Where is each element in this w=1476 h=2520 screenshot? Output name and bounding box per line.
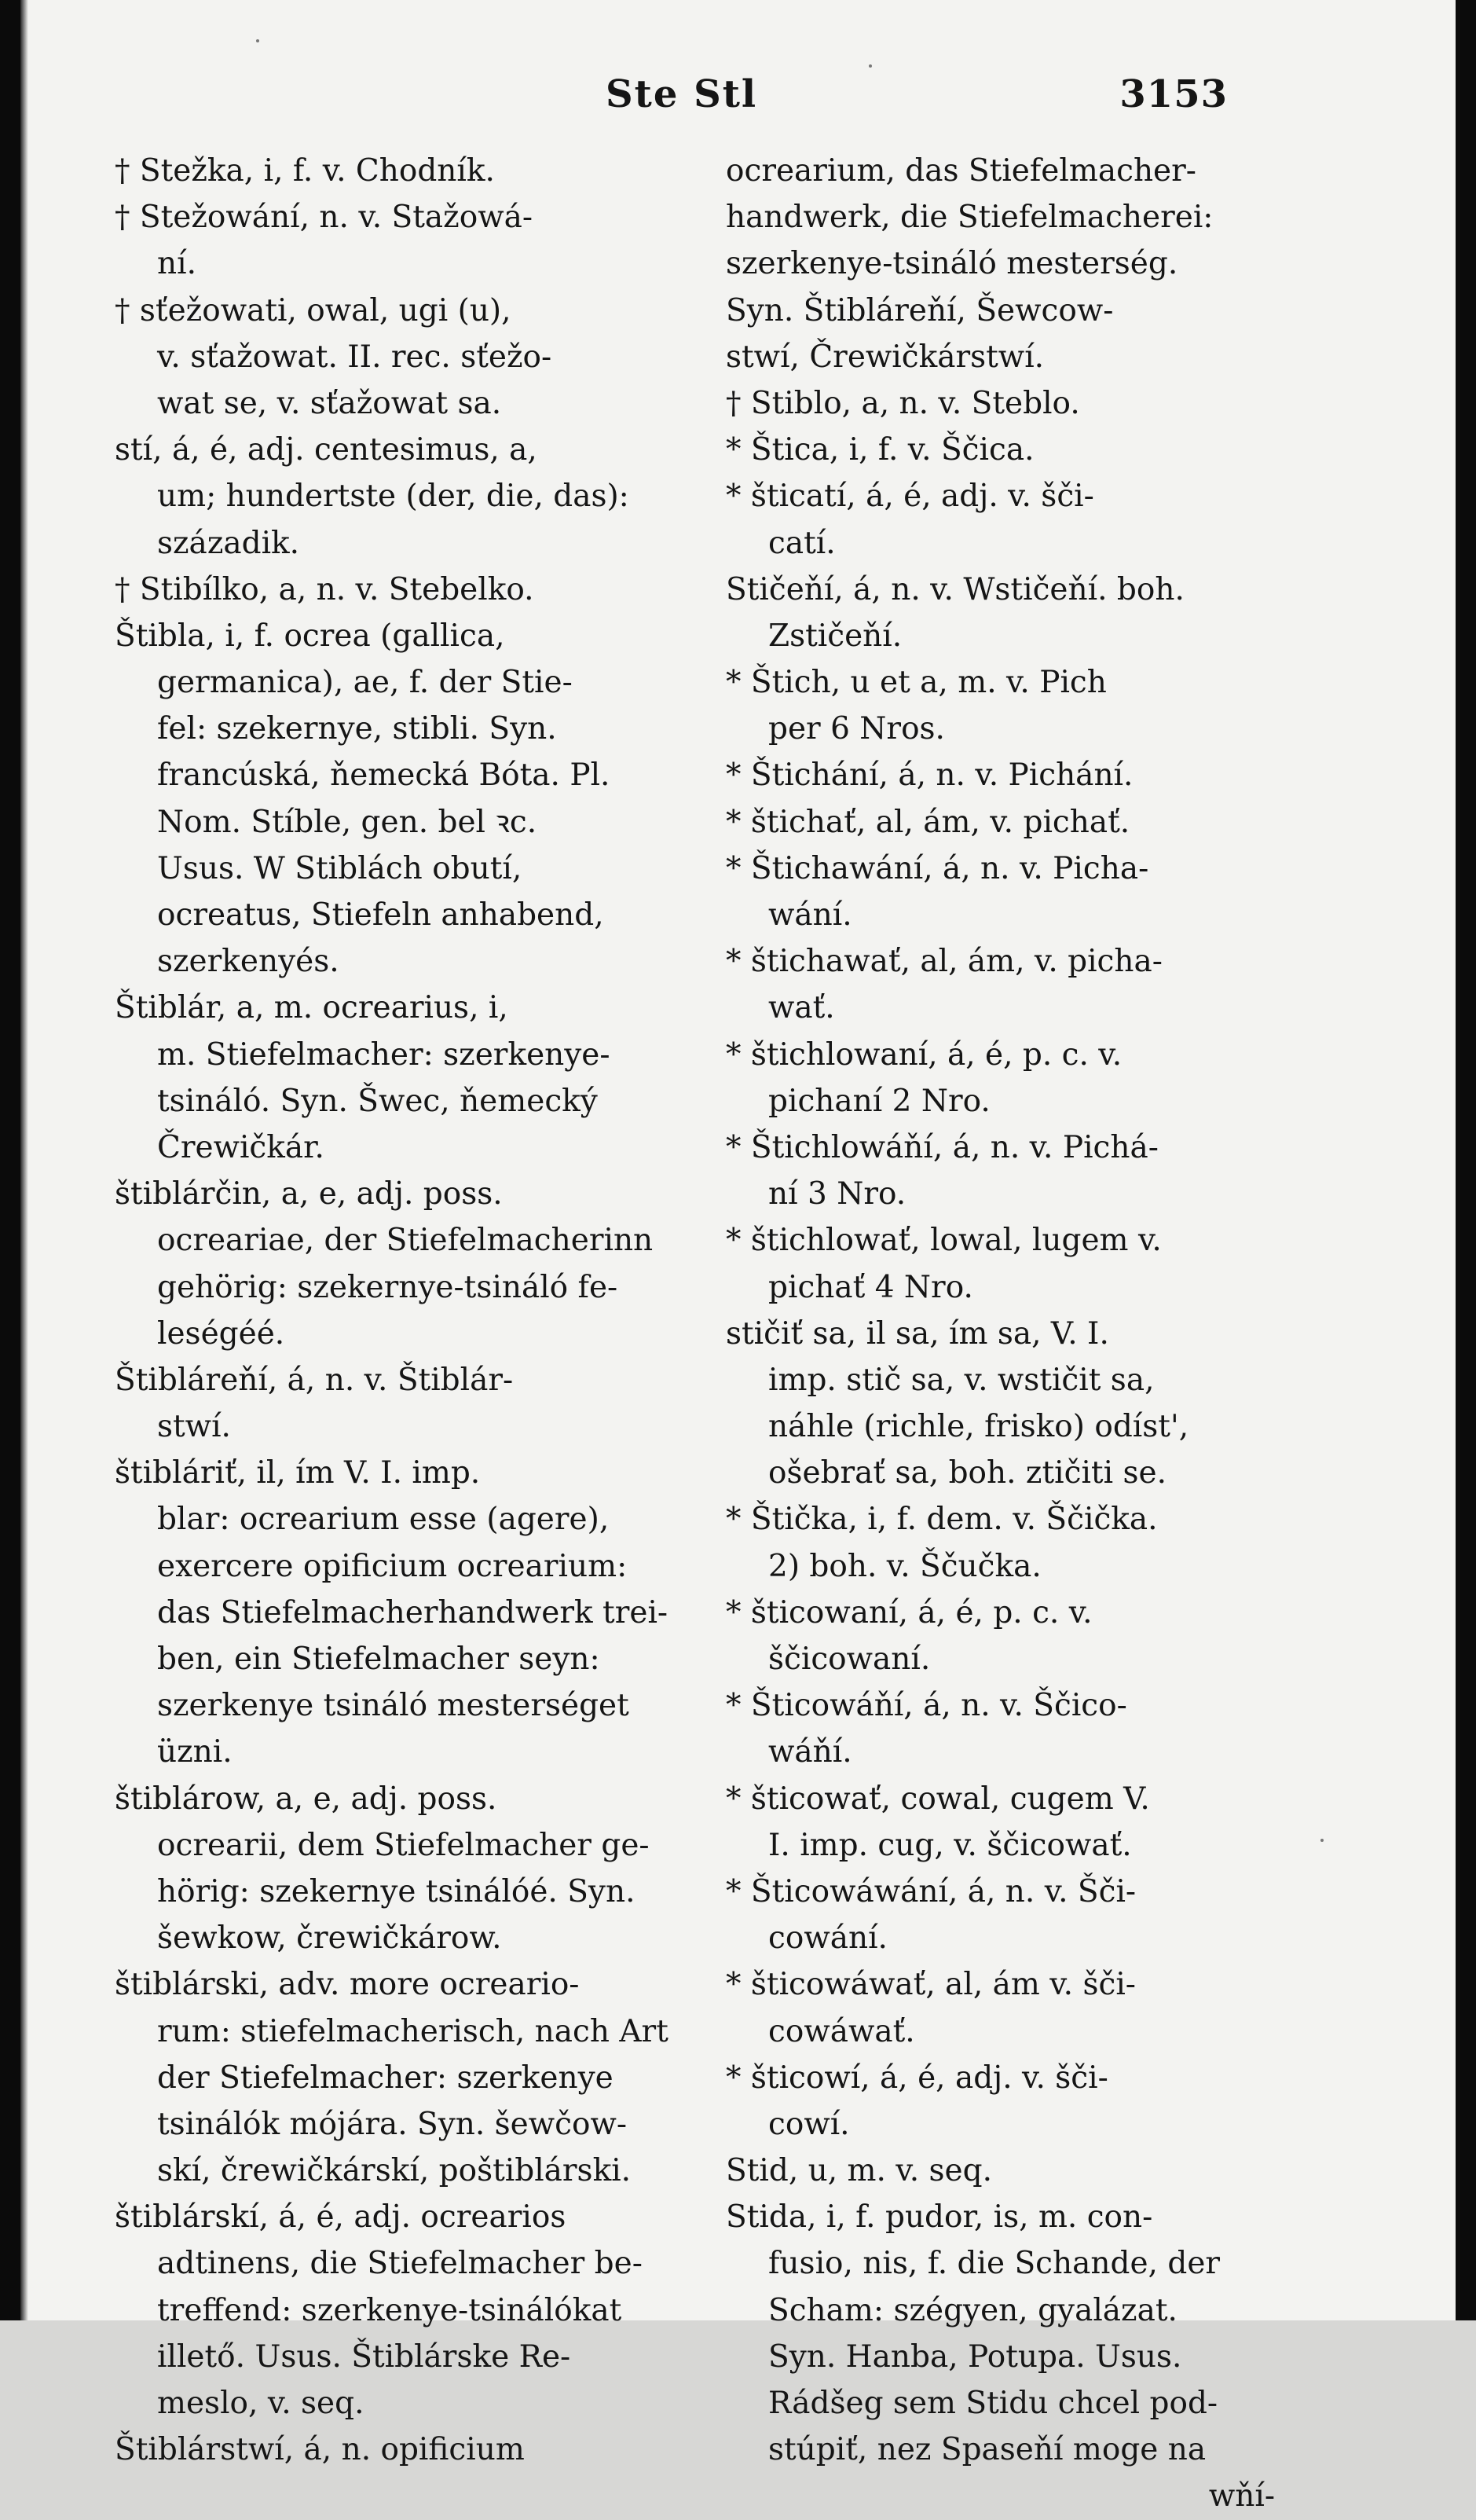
page-header	[20, 72, 1456, 127]
entry-line: * šticowí, á, é, adj. v. šči-	[726, 2060, 1108, 2096]
entry-line: Stid, u, m. v. seq.	[726, 2153, 992, 2189]
entry-line: ní 3 Nro.	[768, 1176, 906, 1212]
entry-line: hörig: szekernye tsinálóé. Syn.	[157, 1873, 635, 1909]
entry-line: * štichawať, al, ám, v. picha-	[726, 944, 1163, 980]
entry-line: fel: szekernye, stibli. Syn.	[157, 711, 557, 747]
entry-line: pichaní 2 Nro.	[768, 1083, 991, 1119]
entry-line: tsináló. Syn. Šwec, ňemecký	[157, 1083, 598, 1119]
entry-line: cowáwať.	[768, 2013, 915, 2049]
entry-line: * Štička, i, f. dem. v. Ščička.	[726, 1502, 1158, 1538]
entry-line: rum: stiefelmacherisch, nach Art	[157, 2013, 668, 2049]
scan-speck	[1320, 1839, 1324, 1842]
entry-line: fusio, nis, f. die Schande, der	[768, 2246, 1221, 2282]
running-head: Ste Stl	[606, 72, 758, 116]
entry-line: Syn. Hanba, Potupa. Usus.	[768, 2338, 1182, 2375]
entry-line: cowí.	[768, 2106, 850, 2142]
entry-line: Syn. Štibláreňí, Šewcow-	[726, 292, 1114, 328]
entry-line: * štichlowaní, á, é, p. c. v.	[726, 1036, 1123, 1073]
entry-line: stúpiť, nez Spaseňí moge na	[768, 2432, 1207, 2468]
entry-line: treffend: szerkenye-tsinálókat	[157, 2292, 622, 2328]
entry-line: wáňí.	[768, 1734, 852, 1770]
entry-line: szerkenyés.	[157, 944, 339, 980]
entry-line: illető. Usus. Štiblárske Re-	[157, 2338, 571, 2375]
scan-speck	[256, 39, 259, 42]
entry-line: * šticowať, cowal, cugem V.	[726, 1781, 1150, 1817]
entry-line: cowání.	[768, 1920, 888, 1957]
entry-line: Nom. Stíble, gen. bel ꝛc.	[157, 804, 537, 840]
entry-line: * Štichawání, á, n. v. Picha-	[726, 850, 1149, 886]
entry-line: * šticowaní, á, é, p. c. v.	[726, 1594, 1093, 1630]
entry-line: ben, ein Stiefelmacher seyn:	[157, 1641, 600, 1677]
entry-line: † Stiblo, a, n. v. Steblo.	[726, 385, 1080, 421]
entry-line: ščicowaní.	[768, 1641, 931, 1677]
entry-line: štiblárčin, a, e, adj. poss.	[115, 1176, 503, 1212]
entry-line: štiblárski, adv. more ocreario-	[115, 1967, 580, 2003]
entry-line: stwí, Črewičkárstwí.	[726, 339, 1045, 375]
entry-line: * Štichání, á, n. v. Pichání.	[726, 757, 1134, 794]
entry-line: Scham: szégyen, gyalázat.	[768, 2292, 1178, 2328]
entry-line: wňí-	[1208, 2478, 1275, 2514]
entry-line: um; hundertste (der, die, das):	[157, 479, 629, 515]
entry-line: šewkow, črewičkárow.	[157, 1920, 502, 1957]
entry-line: ní.	[157, 246, 196, 282]
entry-line: * štichať, al, ám, v. pichať.	[726, 804, 1130, 840]
entry-line: per 6 Nros.	[768, 711, 945, 747]
entry-line: ošebrať sa, boh. ztičiti se.	[768, 1455, 1167, 1491]
entry-line: Zstičeňí.	[768, 618, 903, 654]
entry-line: * Štich, u et a, m. v. Pich	[726, 665, 1107, 701]
scan-speck	[869, 64, 872, 68]
entry-line: Stida, i, f. pudor, is, m. con-	[726, 2199, 1153, 2236]
page-number: 3153	[1119, 72, 1228, 116]
entry-line: stičiť sa, il sa, ím sa, V. I.	[726, 1315, 1109, 1352]
entry-line: századik.	[157, 525, 300, 561]
entry-line: † sťežowati, owal, ugi (u),	[115, 292, 511, 328]
entry-line: * Šticowáwání, á, n. v. Šči-	[726, 1873, 1137, 1909]
entry-line: m. Stiefelmacher: szerkenye-	[157, 1036, 610, 1073]
entry-line: Štiblár, a, m. ocrearius, i,	[115, 990, 508, 1026]
entry-line: exercere opificium ocrearium:	[157, 1548, 628, 1584]
entry-line: 2) boh. v. Ščučka.	[768, 1548, 1042, 1584]
entry-line: v. sťažowat. II. rec. sťežo-	[157, 339, 552, 375]
entry-line: wať.	[768, 990, 835, 1026]
entry-line: ocreatus, Stiefeln anhabend,	[157, 897, 604, 933]
entry-line: Stičeňí, á, n. v. Wstičeňí. boh.	[726, 571, 1185, 607]
entry-line: adtinens, die Stiefelmacher be-	[157, 2246, 643, 2282]
entry-line: † Stežowání, n. v. Stažowá-	[115, 200, 533, 236]
entry-line: náhle (richle, frisko) odíst',	[768, 1409, 1189, 1445]
entry-line: † Stibílko, a, n. v. Stebelko.	[115, 571, 534, 607]
entry-line: Štibla, i, f. ocrea (gallica,	[115, 618, 505, 654]
entry-line: handwerk, die Stiefelmacherei:	[726, 200, 1214, 236]
entry-line: das Stiefelmacherhandwerk trei-	[157, 1594, 668, 1630]
entry-line: * šticatí, á, é, adj. v. šči-	[726, 479, 1094, 515]
entry-line: Črewičkár.	[157, 1129, 324, 1165]
entry-line: Štibláreňí, á, n. v. Štiblár-	[115, 1362, 514, 1398]
entry-line: wání.	[768, 897, 852, 933]
entry-line: gehörig: szekernye-tsináló fe-	[157, 1269, 618, 1305]
entry-line: ocrearium, das Stiefelmacher-	[726, 153, 1196, 189]
entry-line: szerkenye-tsináló mesterség.	[726, 246, 1178, 282]
entry-line: Usus. W Stiblách obutí,	[157, 850, 522, 886]
entry-line: * Šticowáňí, á, n. v. Ščico-	[726, 1688, 1127, 1724]
entry-line: francúská, ňemecká Bóta. Pl.	[157, 757, 610, 794]
entry-line: štibláriť, il, ím V. I. imp.	[115, 1455, 481, 1491]
entry-line: üzni.	[157, 1734, 233, 1770]
entry-line: szerkenye tsináló mesterséget	[157, 1688, 629, 1724]
entry-line: I. imp. cug, v. ščicowať.	[768, 1827, 1132, 1863]
entry-line: * Štica, i, f. v. Ščica.	[726, 432, 1035, 468]
entry-line: štiblárow, a, e, adj. poss.	[115, 1781, 497, 1817]
entry-line: leségéé.	[157, 1315, 285, 1352]
entry-line: † Stežka, i, f. v. Chodník.	[115, 153, 495, 189]
entry-line: der Stiefelmacher: szerkenye	[157, 2060, 613, 2096]
entry-line: skí, črewičkárskí, poštiblárski.	[157, 2153, 632, 2189]
entry-line: catí.	[768, 525, 836, 561]
entry-line: germanica), ae, f. der Stie-	[157, 665, 573, 701]
entry-line: wat se, v. sťažowat sa.	[157, 385, 502, 421]
entry-line: ocreariae, der Stiefelmacherinn	[157, 1223, 654, 1259]
entry-line: * šticowáwať, al, ám v. šči-	[726, 1967, 1136, 2003]
entry-line: štiblárskí, á, é, adj. ocrearios	[115, 2199, 566, 2236]
entry-line: blar: ocrearium esse (agere),	[157, 1502, 610, 1538]
entry-line: ocrearii, dem Stiefelmacher ge-	[157, 1827, 650, 1863]
entry-line: imp. stič sa, v. wstičit sa,	[768, 1362, 1155, 1398]
entry-line: stwí.	[157, 1409, 231, 1445]
entry-line: * štichlowať, lowal, lugem v.	[726, 1223, 1162, 1259]
entry-line: Štiblárstwí, á, n. opificium	[115, 2432, 525, 2468]
entry-line: Rádšeg sem Stidu chcel pod-	[768, 2386, 1218, 2421]
entry-line: * Štichlowáňí, á, n. v. Pichá-	[726, 1129, 1159, 1165]
entry-line: tsinálók mójára. Syn. šewčow-	[157, 2106, 628, 2142]
entry-line: stí, á, é, adj. centesimus, a,	[115, 432, 537, 468]
left-column	[115, 148, 693, 2473]
entry-line: meslo, v. seq.	[157, 2386, 364, 2421]
right-column	[726, 148, 1280, 2520]
entry-line: pichať 4 Nro.	[768, 1269, 973, 1305]
page-edge-shadow	[20, 0, 28, 2320]
